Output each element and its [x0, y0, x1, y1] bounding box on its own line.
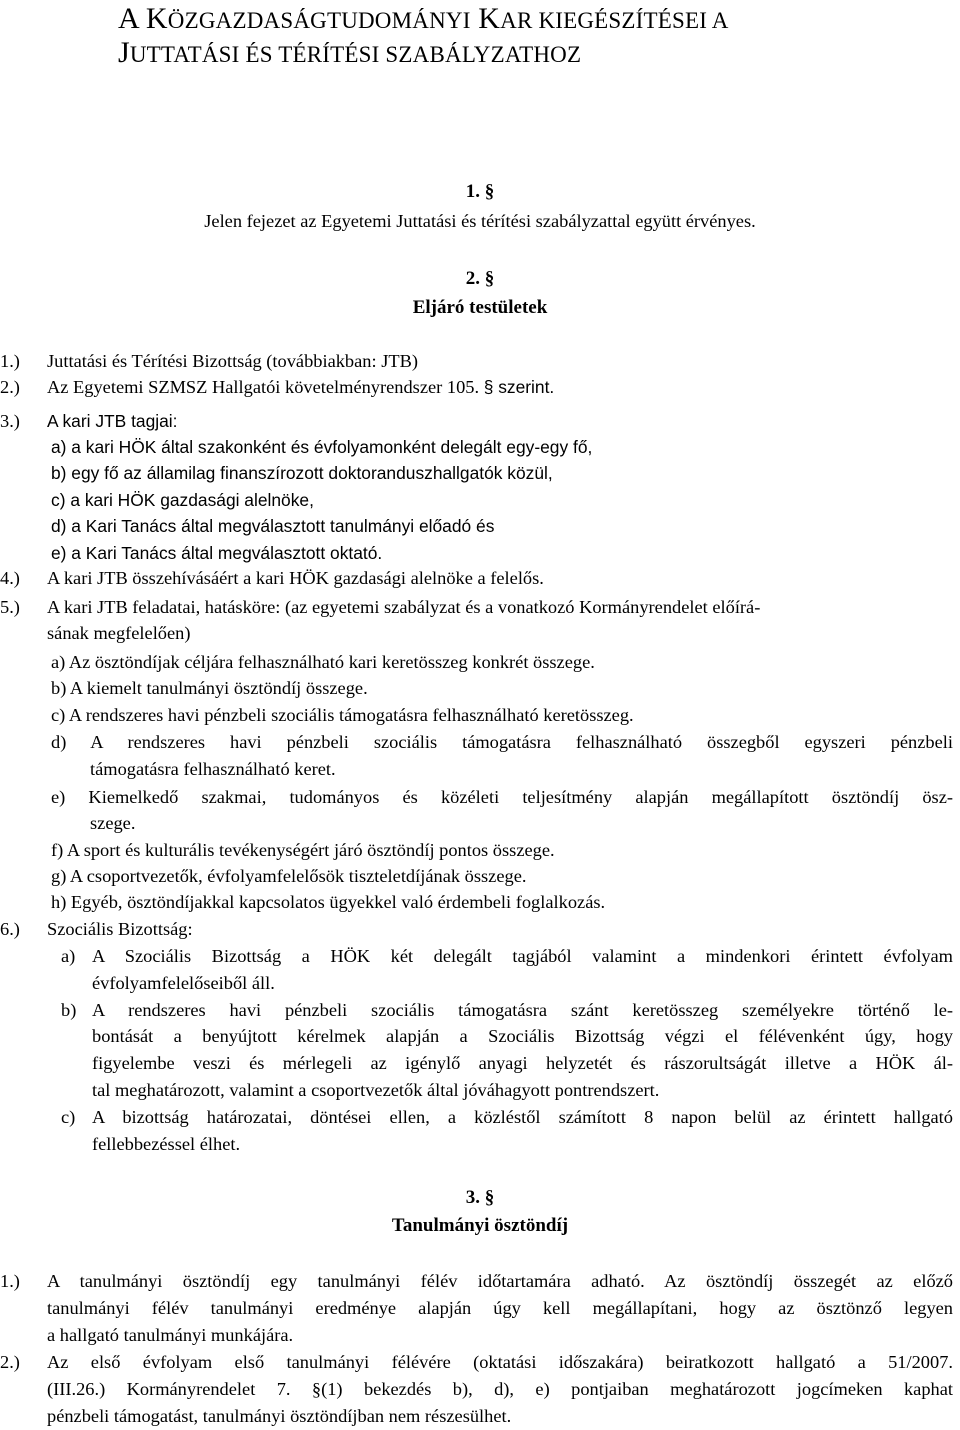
sub-item-e: e) a Kari Tanács által megválasztott oktató.: [51, 543, 383, 563]
list-item: A kari JTB tagjai:: [47, 411, 178, 431]
sub-item-d: d) a Kari Tanács által megválasztott tanulmányi előadó és: [51, 516, 495, 536]
list-item: Szociális Bizottság:: [47, 919, 193, 939]
list-item-continuation: pénzbeli támogatást, tanulmányi ösztöndíjban nem részesülhet.: [47, 1406, 512, 1426]
list-number: 2.): [0, 1352, 20, 1372]
list-number: 1.): [0, 351, 20, 371]
sub-item-g: g) A csoportvezetők, évfolyamfelelősök tiszteletdíjának összege.: [51, 866, 527, 886]
sub-item-b-continuation: tal meghatározott, valamint a csoportvezetők által jóváhagyott pontrendszert.: [92, 1080, 660, 1100]
title-cap-b: K: [470, 2, 501, 35]
sub-item-b: A rendszeres havi pénzbeli szociális támogatásra szánt keretösszeg személyekre történő le-: [92, 1000, 953, 1020]
list-number: 4.): [0, 568, 20, 588]
list-item: Juttatási és Térítési Bizottság (továbbiakban: JTB): [47, 351, 418, 371]
sub-item-a: A Szociális Bizottság a HÖK két delegált tagjából valamint a mindenkori érintett évfolyam: [92, 946, 953, 966]
section-1-heading: 1. §: [465, 181, 495, 202]
list-item: A kari JTB összehívásáért a kari HÖK gazdasági alelnöke a felelős.: [47, 568, 544, 588]
list-item-continuation: sának megfelelően): [47, 623, 191, 643]
sub-item-label: b): [61, 1000, 77, 1020]
sub-item-c: A bizottság határozatai, döntései ellen, a közléstől számított 8 napon belül az érintett hallgató: [92, 1107, 953, 1127]
list-number: 2.): [0, 377, 20, 397]
sub-item-label: c): [61, 1107, 76, 1127]
sub-item-d: d) A rendszeres havi pénzbeli szociális támogatásra felhasználható összegből egyszeri pénzbeli: [51, 732, 953, 752]
list-number: 6.): [0, 919, 20, 939]
document-title-line-2: [118, 36, 581, 70]
list-number: 1.): [0, 1271, 20, 1291]
title-cap-a: A K: [118, 2, 168, 35]
list-item: A kari JTB feladatai, hatásköre: (az egyetemi szabályzat és a vonatkozó Kormányrendelet előírá-: [47, 597, 761, 617]
list-item-continuation: a hallgató tanulmányi munkájára.: [47, 1325, 294, 1345]
section-3-heading: 3. §: [465, 1187, 495, 1208]
sub-item-a: a) a kari HÖK által szakonként és évfolyamonként delegált egy-egy fő,: [51, 437, 593, 457]
list-item-tail: § szerint.: [483, 377, 555, 397]
sub-item-b: b) A kiemelt tanulmányi ösztöndíj összege.: [51, 678, 368, 698]
title-text-a: ÖZGAZDASÁGTUDOMÁNYI: [167, 8, 471, 33]
sub-item-label: a): [61, 946, 76, 966]
list-item: Az első évfolyam első tanulmányi félévére (oktatási időszakára) beiratkozott hallgató a 51/2007.: [47, 1352, 953, 1372]
list-item-continuation: (III.26.) Kormányrendelet 7. §(1) bekezdés b), d), e) pontjaiban meghatározott jogcímeken kaphat: [47, 1379, 953, 1399]
title-cap-c: J: [118, 36, 130, 69]
sub-item-f: f) A sport és kulturális tevékenységért járó ösztöndíj pontos összege.: [51, 840, 555, 860]
title-text-c: UTTATÁSI ÉS TÉRÍTÉSI SZABÁLYZATHOZ: [129, 42, 582, 67]
sub-item-a: a) Az ösztöndíjak céljára felhasználható kari keretösszeg konkrét összege.: [51, 652, 595, 672]
list-item: [47, 376, 554, 398]
list-number: 3.): [0, 411, 20, 431]
sub-item-c-continuation: fellebbezéssel élhet.: [92, 1134, 241, 1154]
sub-item-b-continuation: bontását a benyújtott kérelmek alapján a Szociális Bizottság végzi el félévenként úgy, hogy: [92, 1026, 953, 1046]
list-item-text: Az Egyetemi SZMSZ Hallgatói követelményrendszer 105.: [47, 377, 480, 397]
section-1-text: Jelen fejezet az Egyetemi Juttatási és térítési szabályzattal együtt érvényes.: [204, 211, 756, 231]
document-title-line-1: [118, 2, 729, 36]
sub-item-b-continuation: figyelembe veszi és mérlegeli az igénylő anyagi helyzetét és rászorultságát illetve a HÖK ál-: [92, 1053, 953, 1073]
sub-item-c: c) A rendszeres havi pénzbeli szociális támogatásra felhasználható keretösszeg.: [51, 705, 634, 725]
section-2-heading: 2. §: [465, 268, 495, 289]
list-item: A tanulmányi ösztöndíj egy tanulmányi félév időtartamára adható. Az ösztöndíj összegét az előző: [47, 1271, 953, 1291]
sub-item-d-continuation: támogatásra felhasználható keret.: [90, 759, 336, 779]
title-text-b: AR KIEGÉSZÍTÉSEI A: [500, 8, 729, 33]
list-item-continuation: tanulmányi félév tanulmányi eredménye alapján úgy kell megállapítani, hogy az ösztönző legyen: [47, 1298, 953, 1318]
list-number: 5.): [0, 597, 20, 617]
sub-item-b: b) egy fő az államilag finanszírozott doktoranduszhallgatók közül,: [51, 463, 553, 483]
sub-item-e: e) Kiemelkedő szakmai, tudományos és közéleti teljesítmény alapján megállapított ösztöndíj ösz-: [51, 787, 953, 807]
sub-item-a-continuation: évfolyamfelelőseiből áll.: [92, 973, 275, 993]
sub-item-e-continuation: szege.: [90, 813, 136, 833]
section-3-title: Tanulmányi ösztöndíj: [391, 1215, 569, 1236]
sub-item-c: c) a kari HÖK gazdasági alelnöke,: [51, 490, 314, 510]
section-2-title: Eljáró testületek: [412, 297, 548, 318]
sub-item-h: h) Egyéb, ösztöndíjakkal kapcsolatos ügyekkel való érdembeli foglalkozás.: [51, 892, 606, 912]
